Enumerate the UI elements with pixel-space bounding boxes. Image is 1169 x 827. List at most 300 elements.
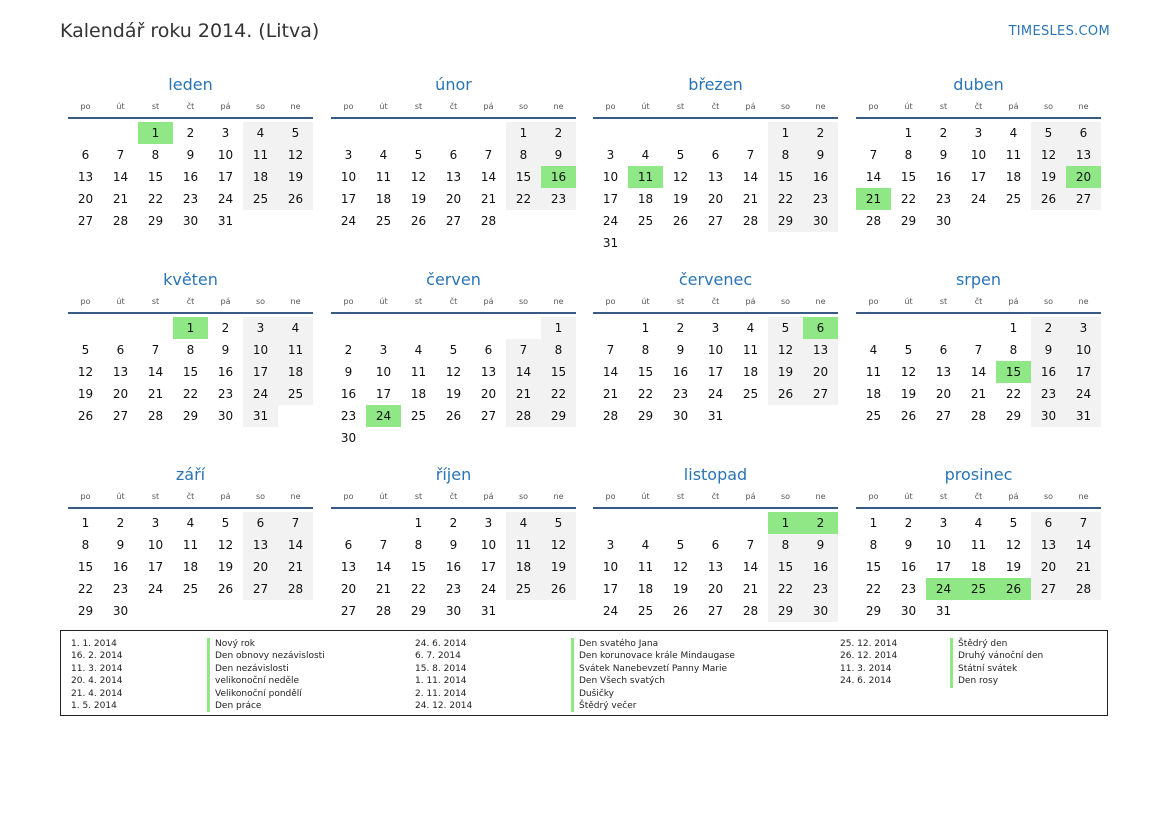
- day-cell: 30: [803, 600, 838, 622]
- month-title: leden: [168, 75, 213, 94]
- day-cell: 21: [742, 582, 759, 596]
- day-cell: 9: [1031, 339, 1066, 361]
- day-cell: 3: [151, 516, 160, 530]
- day-cell: 15: [900, 170, 917, 184]
- holiday-day-cell: 25: [961, 578, 996, 600]
- month-září: [68, 465, 313, 622]
- empty-cell: [331, 122, 366, 144]
- holiday-name: Štědrý den: [950, 638, 1043, 650]
- day-cell: 22: [1005, 387, 1022, 401]
- day-cell: 3: [606, 538, 615, 552]
- month-červen: [331, 270, 576, 449]
- holiday-names-col-3: [950, 638, 1043, 688]
- day-cell: 11: [742, 343, 759, 357]
- empty-cell: [401, 122, 436, 144]
- day-cell: 17: [1066, 361, 1101, 383]
- day-cell: 22: [147, 192, 164, 206]
- day-cell: 21: [1066, 556, 1101, 578]
- day-cell: 22: [865, 582, 882, 596]
- day-cell: 14: [1066, 534, 1101, 556]
- weekday-label: út: [379, 492, 388, 501]
- day-cell: 30: [112, 604, 129, 618]
- day-cell: 4: [974, 516, 983, 530]
- holiday-day-cell: 1: [768, 512, 803, 534]
- day-cell: 30: [217, 409, 234, 423]
- weekday-label: po: [868, 492, 879, 501]
- day-cell: 18: [970, 560, 987, 574]
- day-cell: 13: [707, 560, 724, 574]
- day-cell: 13: [243, 534, 278, 556]
- day-cell: 9: [541, 144, 576, 166]
- day-cell: 29: [410, 604, 427, 618]
- weekday-label: so: [518, 297, 529, 306]
- weekday-label: po: [868, 297, 879, 306]
- empty-cell: [593, 317, 628, 339]
- holiday-date: 2. 11. 2014: [415, 688, 467, 699]
- day-cell: 2: [541, 122, 576, 144]
- weekday-label: pá: [1008, 102, 1019, 111]
- day-cell: 3: [1066, 317, 1101, 339]
- day-cell: 28: [742, 604, 759, 618]
- day-cell: 8: [81, 538, 90, 552]
- day-cell: 30: [803, 210, 838, 232]
- holiday-name: Svátek Nanebevzetí Panny Marie: [571, 663, 735, 675]
- day-cell: 4: [186, 516, 195, 530]
- weekday-header: [593, 296, 838, 314]
- day-cell: 10: [602, 170, 619, 184]
- day-cell: 9: [186, 148, 195, 162]
- day-cell: 7: [1066, 512, 1101, 534]
- day-cell: 9: [116, 538, 125, 552]
- day-cell: 12: [410, 170, 427, 184]
- weekday-label: pá: [483, 297, 494, 306]
- day-cell: 20: [480, 387, 497, 401]
- holiday-name: Druhý vánoční den: [950, 650, 1043, 662]
- month-březen: [593, 75, 838, 254]
- day-cell: 15: [77, 560, 94, 574]
- weekday-label: út: [379, 297, 388, 306]
- empty-cell: [103, 122, 138, 144]
- day-cell: 6: [939, 343, 948, 357]
- day-cell: 28: [865, 214, 882, 228]
- day-cell: 28: [1066, 578, 1101, 600]
- day-grid: [593, 122, 838, 254]
- day-cell: 5: [414, 148, 423, 162]
- day-cell: 29: [147, 214, 164, 228]
- empty-cell: [68, 122, 103, 144]
- weekday-label: st: [414, 492, 423, 501]
- holiday-date: 21. 4. 2014: [71, 688, 123, 699]
- day-cell: 2: [904, 516, 913, 530]
- day-cell: 15: [541, 361, 576, 383]
- day-cell: 23: [112, 582, 129, 596]
- day-cell: 27: [77, 214, 94, 228]
- day-cell: 13: [445, 170, 462, 184]
- weekday-label: so: [1043, 492, 1054, 501]
- empty-cell: [366, 317, 401, 339]
- day-cell: 28: [278, 578, 313, 600]
- day-cell: 17: [375, 387, 392, 401]
- weekday-label: po: [80, 297, 91, 306]
- holiday-name: Den svatého Jana: [571, 638, 735, 650]
- day-cell: 14: [742, 560, 759, 574]
- day-cell: 24: [340, 214, 357, 228]
- day-cell: 23: [541, 188, 576, 210]
- day-cell: 17: [602, 582, 619, 596]
- weekday-label: út: [116, 297, 125, 306]
- empty-cell: [471, 317, 506, 339]
- day-cell: 14: [278, 534, 313, 556]
- day-cell: 9: [803, 144, 838, 166]
- weekday-label: st: [939, 492, 948, 501]
- day-cell: 10: [340, 170, 357, 184]
- weekday-label: st: [151, 102, 160, 111]
- day-cell: 19: [1031, 166, 1066, 188]
- empty-cell: [663, 122, 698, 144]
- day-cell: 14: [506, 361, 541, 383]
- day-cell: 14: [865, 170, 882, 184]
- day-cell: 7: [974, 343, 983, 357]
- weekday-label: st: [676, 297, 685, 306]
- day-cell: 14: [602, 365, 619, 379]
- day-cell: 29: [1005, 409, 1022, 423]
- day-cell: 25: [742, 387, 759, 401]
- holiday-name: Den práce: [207, 700, 325, 712]
- day-cell: 21: [278, 556, 313, 578]
- day-cell: 12: [217, 538, 234, 552]
- day-cell: 25: [278, 383, 313, 405]
- day-cell: 6: [449, 148, 458, 162]
- day-grid: [331, 317, 576, 449]
- day-cell: 2: [186, 126, 195, 140]
- day-cell: 2: [344, 343, 353, 357]
- day-cell: 9: [676, 343, 685, 357]
- day-cell: 12: [278, 144, 313, 166]
- day-cell: 20: [77, 192, 94, 206]
- empty-cell: [138, 317, 173, 339]
- holiday-date: 16. 2. 2014: [71, 651, 123, 662]
- month-title: prosinec: [944, 465, 1013, 484]
- day-cell: 25: [637, 214, 654, 228]
- month-title: srpen: [955, 270, 1002, 289]
- day-cell: 5: [904, 343, 913, 357]
- day-cell: 23: [803, 188, 838, 210]
- weekday-label: čt: [449, 297, 458, 306]
- day-cell: 3: [939, 516, 948, 530]
- day-cell: 7: [116, 148, 125, 162]
- empty-cell: [698, 122, 733, 144]
- day-cell: 21: [480, 192, 497, 206]
- day-cell: 25: [865, 409, 882, 423]
- month-srpen: [856, 270, 1101, 427]
- day-cell: 27: [445, 214, 462, 228]
- day-grid: [856, 512, 1101, 622]
- day-cell: 12: [77, 365, 94, 379]
- weekday-label: út: [904, 297, 913, 306]
- day-cell: 9: [939, 148, 948, 162]
- day-cell: 14: [480, 170, 497, 184]
- day-cell: 4: [746, 321, 755, 335]
- weekday-label: čt: [711, 297, 720, 306]
- day-cell: 18: [506, 556, 541, 578]
- day-cell: 8: [414, 538, 423, 552]
- day-cell: 2: [803, 122, 838, 144]
- weekday-label: pá: [1008, 492, 1019, 501]
- day-cell: 24: [1066, 383, 1101, 405]
- day-cell: 25: [182, 582, 199, 596]
- day-cell: 29: [182, 409, 199, 423]
- empty-cell: [366, 512, 401, 534]
- day-cell: 15: [506, 166, 541, 188]
- day-cell: 26: [900, 409, 917, 423]
- day-cell: 27: [803, 383, 838, 405]
- day-cell: 16: [803, 556, 838, 578]
- weekday-label: st: [939, 297, 948, 306]
- day-cell: 10: [375, 365, 392, 379]
- day-cell: 14: [970, 365, 987, 379]
- holiday-day-cell: 15: [996, 361, 1031, 383]
- day-cell: 28: [970, 409, 987, 423]
- day-cell: 7: [746, 538, 755, 552]
- day-cell: 8: [904, 148, 913, 162]
- day-cell: 22: [900, 192, 917, 206]
- day-cell: 15: [637, 365, 654, 379]
- day-cell: 12: [1005, 538, 1022, 552]
- day-cell: 22: [768, 578, 803, 600]
- day-cell: 20: [803, 361, 838, 383]
- day-cell: 13: [1066, 144, 1101, 166]
- weekday-label: út: [641, 102, 650, 111]
- day-cell: 1: [81, 516, 90, 530]
- weekday-label: čt: [186, 492, 195, 501]
- day-cell: 16: [672, 365, 689, 379]
- day-cell: 26: [1031, 188, 1066, 210]
- day-cell: 2: [221, 321, 230, 335]
- weekday-label: st: [676, 102, 685, 111]
- day-cell: 16: [445, 560, 462, 574]
- holiday-name: Den korunovace krále Mindaugase: [571, 650, 735, 662]
- day-cell: 19: [77, 387, 94, 401]
- day-cell: 19: [900, 387, 917, 401]
- month-title: září: [175, 465, 206, 484]
- holiday-day-cell: 24: [926, 578, 961, 600]
- day-cell: 13: [1031, 534, 1066, 556]
- holiday-name: Den rosy: [950, 675, 1043, 687]
- day-grid: [68, 122, 313, 232]
- day-cell: 11: [1005, 148, 1022, 162]
- day-cell: 8: [541, 339, 576, 361]
- day-cell: 10: [243, 339, 278, 361]
- brand-link[interactable]: TIMESLES.COM: [1008, 24, 1110, 39]
- weekday-label: pá: [745, 102, 756, 111]
- weekday-label: st: [676, 492, 685, 501]
- holiday-day-cell: 26: [996, 578, 1031, 600]
- day-cell: 26: [768, 383, 803, 405]
- holiday-name: Nový rok: [207, 638, 325, 650]
- day-cell: 6: [1066, 122, 1101, 144]
- day-cell: 20: [112, 387, 129, 401]
- day-cell: 24: [217, 192, 234, 206]
- weekday-label: so: [255, 102, 266, 111]
- day-cell: 14: [147, 365, 164, 379]
- day-cell: 6: [1031, 512, 1066, 534]
- day-cell: 11: [243, 144, 278, 166]
- holiday-name: Den Všech svatých: [571, 675, 735, 687]
- day-cell: 10: [480, 538, 497, 552]
- day-cell: 23: [672, 387, 689, 401]
- day-cell: 21: [602, 387, 619, 401]
- month-title: březen: [688, 75, 743, 94]
- day-cell: 14: [742, 170, 759, 184]
- holiday-date: 1. 1. 2014: [71, 639, 117, 649]
- day-cell: 18: [410, 387, 427, 401]
- day-cell: 13: [77, 170, 94, 184]
- day-cell: 20: [1031, 556, 1066, 578]
- weekday-label: so: [780, 492, 791, 501]
- holiday-day-cell: 2: [803, 512, 838, 534]
- day-cell: 11: [410, 365, 427, 379]
- day-cell: 26: [672, 604, 689, 618]
- holiday-day-cell: 21: [856, 188, 891, 210]
- day-cell: 11: [506, 534, 541, 556]
- weekday-label: ne: [1078, 297, 1089, 306]
- day-cell: 15: [865, 560, 882, 574]
- day-cell: 30: [340, 431, 357, 445]
- day-cell: 29: [541, 405, 576, 427]
- weekday-label: pá: [483, 102, 494, 111]
- day-cell: 17: [480, 560, 497, 574]
- day-grid: [593, 512, 838, 622]
- day-cell: 8: [1009, 343, 1018, 357]
- weekday-header: [331, 491, 576, 509]
- day-cell: 26: [410, 214, 427, 228]
- day-cell: 26: [672, 214, 689, 228]
- day-cell: 18: [243, 166, 278, 188]
- day-cell: 24: [970, 192, 987, 206]
- weekday-label: po: [343, 297, 354, 306]
- month-title: duben: [953, 75, 1004, 94]
- day-cell: 16: [182, 170, 199, 184]
- weekday-label: ne: [290, 297, 301, 306]
- day-cell: 25: [375, 214, 392, 228]
- day-cell: 29: [77, 604, 94, 618]
- day-cell: 23: [803, 578, 838, 600]
- day-cell: 13: [112, 365, 129, 379]
- day-cell: 16: [217, 365, 234, 379]
- day-cell: 12: [672, 170, 689, 184]
- holiday-dates-col-3: [840, 638, 897, 688]
- day-cell: 27: [243, 578, 278, 600]
- day-cell: 22: [410, 582, 427, 596]
- day-cell: 2: [1031, 317, 1066, 339]
- weekday-label: ne: [553, 297, 564, 306]
- weekday-label: út: [379, 102, 388, 111]
- weekday-label: po: [343, 102, 354, 111]
- day-grid: [856, 122, 1101, 232]
- weekday-label: pá: [220, 492, 231, 501]
- day-cell: 27: [1031, 578, 1066, 600]
- weekday-label: ne: [290, 102, 301, 111]
- day-cell: 5: [1031, 122, 1066, 144]
- holiday-day-cell: 20: [1066, 166, 1101, 188]
- weekday-label: pá: [745, 297, 756, 306]
- day-cell: 17: [147, 560, 164, 574]
- day-cell: 12: [672, 560, 689, 574]
- weekday-label: po: [80, 492, 91, 501]
- day-cell: 4: [1009, 126, 1018, 140]
- day-cell: 13: [803, 339, 838, 361]
- day-cell: 23: [445, 582, 462, 596]
- holiday-name: Štědrý večer: [571, 700, 735, 712]
- weekday-label: út: [116, 492, 125, 501]
- holiday-names-col-2: [571, 638, 735, 712]
- weekday-label: st: [151, 492, 160, 501]
- empty-cell: [436, 122, 471, 144]
- day-cell: 17: [935, 560, 952, 574]
- empty-cell: [593, 122, 628, 144]
- day-cell: 1: [414, 516, 423, 530]
- day-cell: 15: [182, 365, 199, 379]
- month-únor: [331, 75, 576, 232]
- day-cell: 27: [480, 409, 497, 423]
- weekday-header: [68, 491, 313, 509]
- day-cell: 10: [970, 148, 987, 162]
- day-cell: 20: [243, 556, 278, 578]
- day-cell: 23: [340, 409, 357, 423]
- day-cell: 9: [803, 534, 838, 556]
- holiday-day-cell: 1: [138, 122, 173, 144]
- weekday-label: út: [904, 492, 913, 501]
- day-cell: 4: [243, 122, 278, 144]
- weekday-label: ne: [1078, 102, 1089, 111]
- day-cell: 28: [506, 405, 541, 427]
- month-title: říjen: [435, 465, 472, 484]
- day-cell: 29: [637, 409, 654, 423]
- holiday-name: velikonoční neděle: [207, 675, 325, 687]
- day-cell: 2: [116, 516, 125, 530]
- weekday-label: ne: [290, 492, 301, 501]
- day-cell: 29: [768, 600, 803, 622]
- day-cell: 6: [243, 512, 278, 534]
- day-cell: 22: [506, 188, 541, 210]
- day-cell: 10: [602, 560, 619, 574]
- day-cell: 5: [221, 516, 230, 530]
- day-cell: 8: [768, 144, 803, 166]
- day-cell: 1: [541, 317, 576, 339]
- day-cell: 29: [900, 214, 917, 228]
- empty-cell: [593, 512, 628, 534]
- empty-cell: [331, 512, 366, 534]
- day-cell: 19: [217, 560, 234, 574]
- day-cell: 20: [707, 582, 724, 596]
- weekday-label: po: [343, 492, 354, 501]
- day-cell: 23: [1031, 383, 1066, 405]
- day-cell: 30: [900, 604, 917, 618]
- day-cell: 30: [445, 604, 462, 618]
- day-cell: 6: [81, 148, 90, 162]
- day-cell: 5: [81, 343, 90, 357]
- day-cell: 8: [641, 343, 650, 357]
- day-cell: 26: [445, 409, 462, 423]
- weekday-label: ne: [815, 297, 826, 306]
- empty-cell: [628, 122, 663, 144]
- weekday-label: so: [518, 492, 529, 501]
- holiday-dates-col-1: [71, 638, 123, 712]
- weekday-label: so: [780, 102, 791, 111]
- empty-cell: [733, 512, 768, 534]
- day-cell: 26: [77, 409, 94, 423]
- empty-cell: [961, 317, 996, 339]
